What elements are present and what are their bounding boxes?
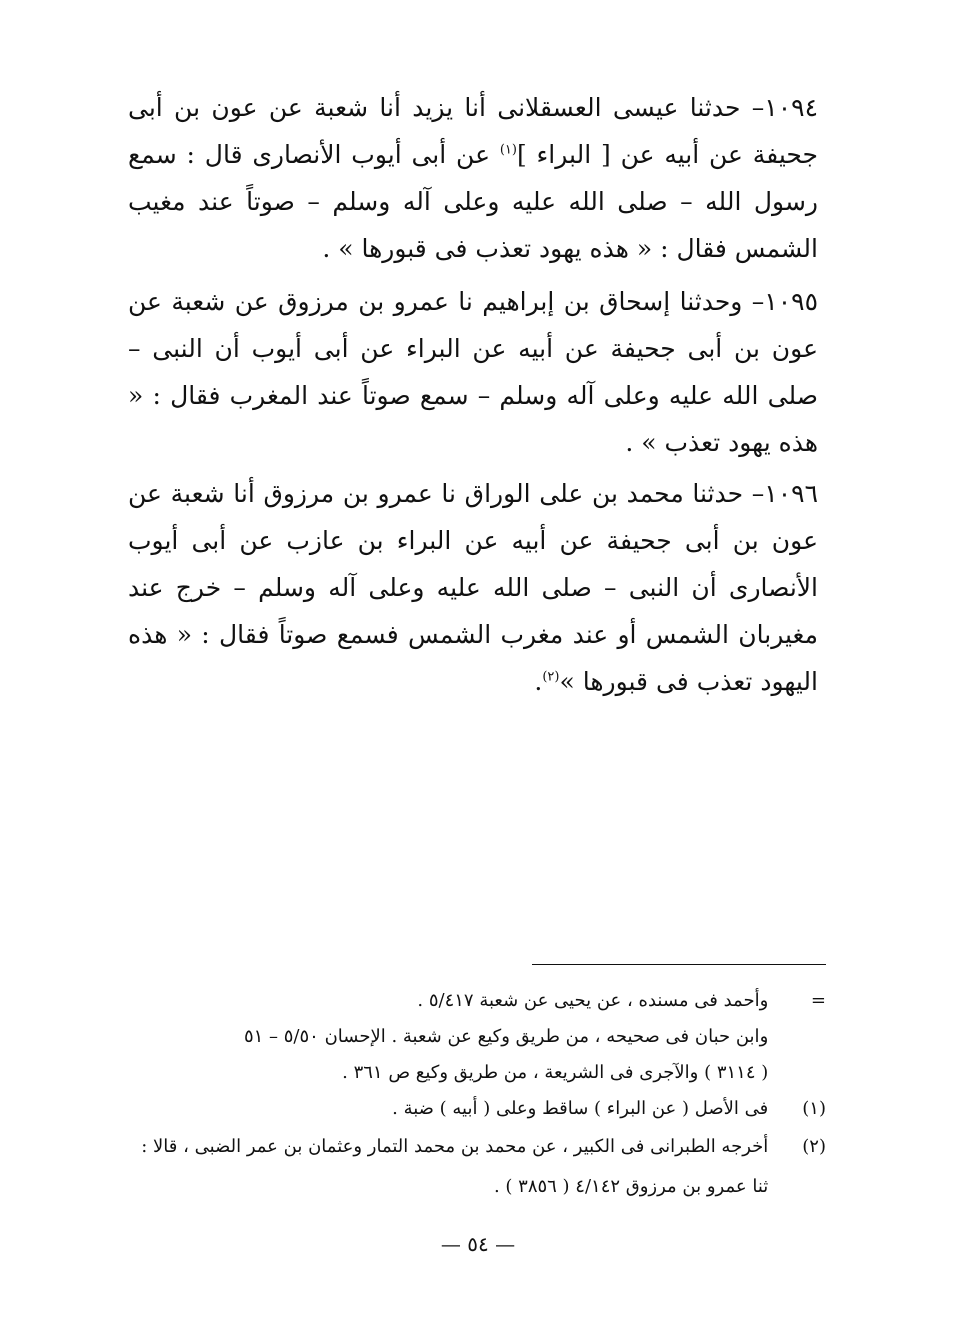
hadith-number: ١٠٩٥–: [751, 287, 818, 316]
hadith-text-cont: .: [534, 667, 543, 696]
hadith-number: ١٠٩٤–: [751, 93, 819, 122]
hadith-text-cont: عن أبى أيوب الأنصارى قال : سمع رسول الله – صلى الله عليه وعلى آله وسلم – صوتاً عند مغيب الشمس فقال : « هذه يهود تعذب فى قبورها » .: [128, 140, 818, 263]
footnote-ref-1: (١): [499, 142, 517, 158]
hadith-text: حدثنا عيسى العسقلانى أنا يزيد أنا شعبة عن عون بن أبى جحيفة عن أبيه عن [ البراء ]: [128, 93, 818, 169]
footnote-separator: [532, 964, 826, 965]
hadith-1094: [128, 84, 818, 272]
hadith-1095: [128, 278, 818, 466]
footnote-continuation-line-2: وابن حبان فى صحيحه ، من طريق وكيع عن شعبة . الإحسان ٥/٥٠ – ٥١: [243, 1026, 769, 1047]
footnote-ref-2: (٢): [542, 669, 560, 685]
footnote-mark: (١): [802, 1098, 826, 1119]
hadith-text: حدثنا محمد بن على الوراق نا عمرو بن مرزوق أنا شعبة عن عون بن أبى جحيفة عن أبيه عن البراء بن عازب عن أبى أيوب الأنصارى أن النبى – صلى الله عليه وعلى آله وسلم – خرج عند مغيربان الشمس أو عند مغرب الشمس فسمع صوتاً فقال : « هذه اليهود تعذب فى قبورها »: [128, 479, 818, 696]
hadith-1096: [128, 470, 818, 705]
continuation-mark: =: [810, 990, 826, 1011]
footnote-continuation-line-1: = وأحمد فى مسنده ، عن يحيى عن شعبة ٥/٤١٧ .: [126, 986, 826, 1016]
footnote-mark: (٢): [802, 1136, 826, 1157]
footnote-1: (١) فى الأصل ( عن البراء ) ساقط وعلى ( أبيه ) ضبة .: [126, 1094, 826, 1124]
footnote-2: (٢) أخرجه الطبرانى فى الكبير ، عن محمد بن محمد التمار وعثمان بن عمر الضبى ، قالا :: [126, 1132, 826, 1162]
page-number: — ٥٤ —: [440, 1232, 516, 1256]
hadith-number: ١٠٩٦–: [751, 479, 818, 508]
footnote-2-line-2: ثنا عمرو بن مرزوق ٤/١٤٢ ( ٣٨٥٦ ) .: [493, 1176, 769, 1197]
footnote-continuation-line-3: ( ٣١١٤ ) والآجرى فى الشريعة ، من طريق وكيع ص ٣٦١ .: [342, 1062, 769, 1083]
hadith-text: وحدثنا إسحاق بن إبراهيم نا عمرو بن مرزوق عن شعبة عن عون بن أبى جحيفة عن أبيه عن البراء عن أبى أيوب أن النبى – صلى الله عليه وعلى آله وسلم – سمع صوتاً عند المغرب فقال : « هذه يهود تعذب » .: [128, 287, 818, 457]
